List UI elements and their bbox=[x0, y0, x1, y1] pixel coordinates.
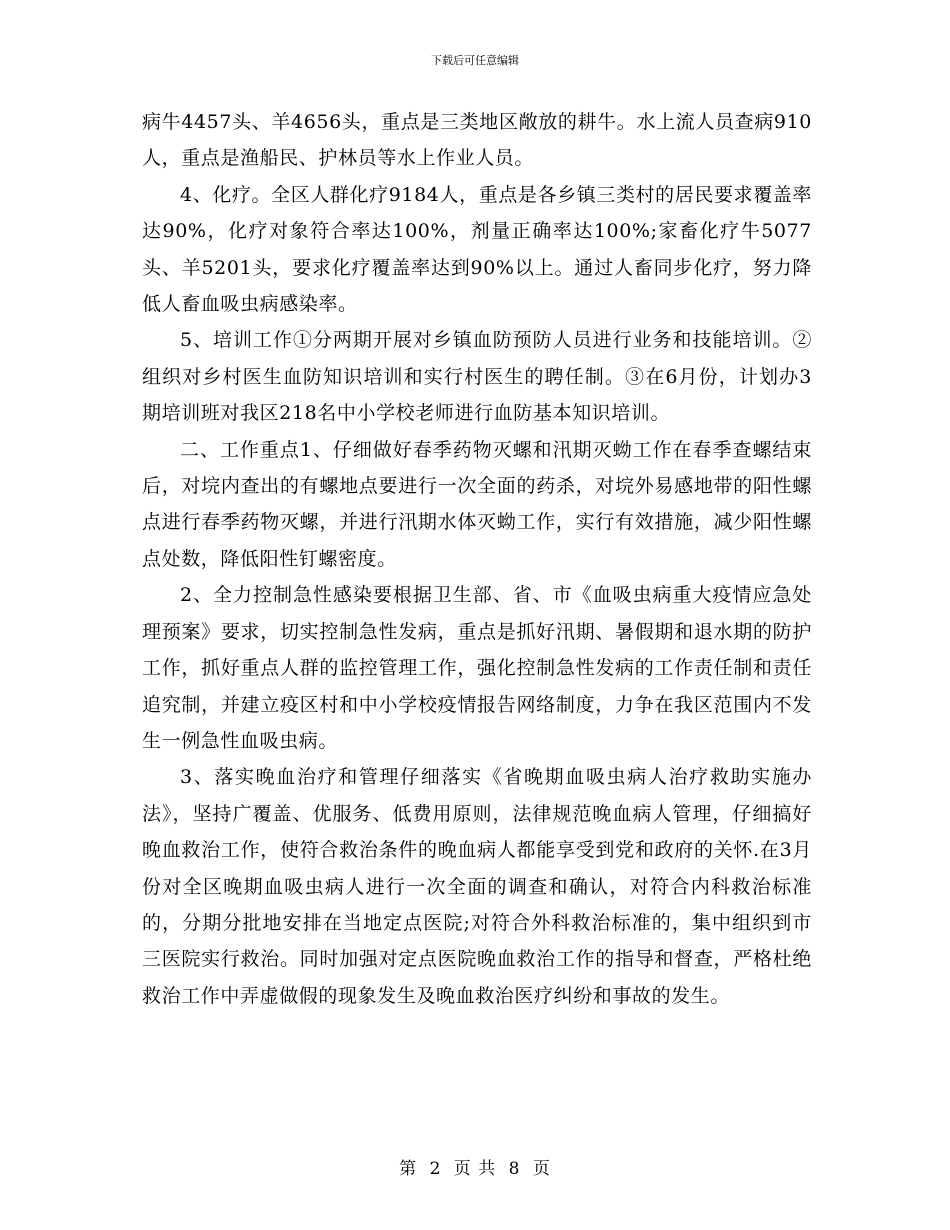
paragraph-3: 5、培训工作①分两期开展对乡镇血防预防人员进行业务和技能培训。②组织对乡村医生血防知识培训和实行村医生的聘任制。③在6月份，计划办3期培训班对我区218名中小学校老师进行血防基本知识培训。 bbox=[142, 329, 812, 425]
page-footer bbox=[0, 1154, 950, 1179]
paragraph-6: 3、落实晚血治疗和管理仔细落实《省晚期血吸虫病人治疗救助实施办法》，坚持广覆盖、优服务、低费用原则，法律规范晚血病人管理，仔细搞好晚血救治工作，使符合救治条件的晚血病人都能享受到党和政府的关怀.在3月份对全区晚期血吸虫病人进行一次全面的调查和确认，对符合内科救治标准的，分期分批地安排在当地定点医院;对符合外科救治标准的，集中组织到市三医院实行救治。同时加强对定点医院晚血救治工作的指导和督查，严格杜绝救治工作中弄虚做假的现象发生及晚血救治医疗纠纷和事故的发生。 bbox=[142, 766, 812, 1007]
footer-suffix: 页 bbox=[532, 1159, 551, 1179]
document-body bbox=[142, 104, 812, 1014]
footer-prefix: 第 bbox=[399, 1159, 418, 1179]
current-page-number: 2 bbox=[429, 1159, 442, 1179]
page-header: 下载后可任意编辑 bbox=[431, 54, 519, 67]
footer-middle: 页 共 bbox=[453, 1159, 497, 1179]
paragraph-4: 二、工作重点1、仔细做好春季药物灭螺和汛期灭蚴工作在春季查螺结束后，对垸内查出的有螺地点要进行一次全面的药杀，对垸外易感地带的阳性螺点进行春季药物灭螺，并进行汛期水体灭蚴工作，实行有效措施，减少阳性螺点处数，降低阳性钉螺密度。 bbox=[142, 438, 812, 570]
paragraph-1: 病牛4457头、羊4656头，重点是三类地区敞放的耕牛。水上流人员查病910人，重点是渔船民、护林员等水上作业人员。 bbox=[142, 111, 812, 170]
total-page-count: 8 bbox=[508, 1159, 521, 1179]
paragraph-2: 4、化疗。全区人群化疗9184人，重点是各乡镇三类村的居民要求覆盖率达90%，化疗对象符合率达100%，剂量正确率达100%;家畜化疗牛5077头、羊5201头，要求化疗覆盖率达到90%以上。通过人畜同步化疗，努力降低人畜血吸虫病感染率。 bbox=[142, 183, 812, 316]
paragraph-5: 2、全力控制急性感染要根据卫生部、省、市《血吸虫病重大疫情应急处理预案》要求，切实控制急性发病，重点是抓好汛期、暑假期和退水期的防护工作，抓好重点人群的监控管理工作，强化控制急性发病的工作责任制和责任追究制，并建立疫区村和中小学校疫情报告网络制度，力争在我区范围内不发生一例急性血吸虫病。 bbox=[142, 584, 812, 752]
